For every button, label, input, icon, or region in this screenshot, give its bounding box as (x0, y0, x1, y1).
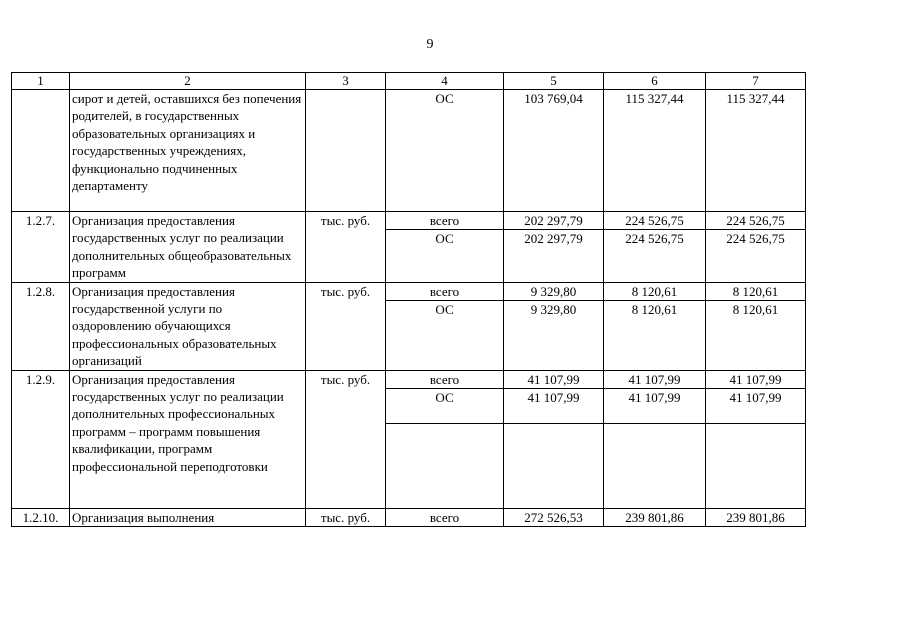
budget-table (11, 72, 806, 527)
item-description: сирот и детей, оставшихся без попечения родителей, в государственных образовательных организациях и государственных учреждениях, функционально подчиненных департаменту (70, 90, 306, 212)
value-col5: 9 329,80 (504, 301, 604, 371)
page-number: 9 (426, 37, 434, 52)
value-col5: 272 526,53 (504, 509, 604, 527)
item-number: 1.2.7. (12, 212, 70, 283)
value-col7: 224 526,75 (706, 230, 806, 282)
funding-type: ОС (386, 301, 504, 371)
value-col5: 103 769,04 (504, 90, 604, 212)
funding-type: всего (386, 370, 504, 388)
funding-type: всего (386, 509, 504, 527)
value-col6: 115 327,44 (604, 90, 706, 212)
funding-type: всего (386, 282, 504, 301)
item-unit: тыс. руб. (306, 282, 386, 370)
table-row (12, 370, 806, 388)
column-header: 6 (604, 73, 706, 90)
value-col6: 224 526,75 (604, 230, 706, 282)
value-col5: 202 297,79 (504, 212, 604, 230)
value-col7: 41 107,99 (706, 370, 806, 388)
item-description: Организация предоставления государственных услуг по реализации дополнительных профессиональных программ – программ повышения квалификации, программ профессиональной переподготовки (70, 370, 306, 508)
item-unit: тыс. руб. (306, 370, 386, 508)
funding-type: ОС (386, 389, 504, 424)
value-col5: 202 297,79 (504, 230, 604, 282)
item-number: 1.2.9. (12, 370, 70, 508)
column-header: 5 (504, 73, 604, 90)
value-col7: 8 120,61 (706, 301, 806, 371)
item-unit: тыс. руб. (306, 509, 386, 527)
value-col7: 224 526,75 (706, 212, 806, 230)
value-col5: 41 107,99 (504, 370, 604, 388)
value-col6: 8 120,61 (604, 282, 706, 301)
column-header: 1 (12, 73, 70, 90)
value-col7: 239 801,86 (706, 509, 806, 527)
column-header: 7 (706, 73, 806, 90)
value-col6: 41 107,99 (604, 370, 706, 388)
table-row (12, 282, 806, 301)
column-header: 2 (70, 73, 306, 90)
value-col5: 9 329,80 (504, 282, 604, 301)
item-description: Организация выполнения (70, 509, 306, 527)
item-number (12, 90, 70, 212)
item-number: 1.2.10. (12, 509, 70, 527)
value-col6: 224 526,75 (604, 212, 706, 230)
value-col6: 8 120,61 (604, 301, 706, 371)
table-row (12, 509, 806, 527)
column-header: 4 (386, 73, 504, 90)
funding-type: ОС (386, 230, 504, 282)
value-col7: 41 107,99 (706, 389, 806, 424)
value-col7: 115 327,44 (706, 90, 806, 212)
funding-type (386, 424, 504, 509)
value-col6: 239 801,86 (604, 509, 706, 527)
funding-type: всего (386, 212, 504, 230)
item-description: Организация предоставления государственных услуг по реализации дополнительных общеобразовательных программ (70, 212, 306, 283)
table-row (12, 90, 806, 212)
item-unit: тыс. руб. (306, 212, 386, 283)
column-header: 3 (306, 73, 386, 90)
value-col7: 8 120,61 (706, 282, 806, 301)
item-number: 1.2.8. (12, 282, 70, 370)
table-row (12, 212, 806, 230)
value-col6: 41 107,99 (604, 389, 706, 424)
funding-type: ОС (386, 90, 504, 212)
value-col5 (504, 424, 604, 509)
item-description: Организация предоставления государственной услуги по оздоровлению обучающихся профессиональных образовательных организаций (70, 282, 306, 370)
item-unit (306, 90, 386, 212)
value-col7 (706, 424, 806, 509)
value-col5: 41 107,99 (504, 389, 604, 424)
value-col6 (604, 424, 706, 509)
column-header-row (12, 73, 806, 90)
